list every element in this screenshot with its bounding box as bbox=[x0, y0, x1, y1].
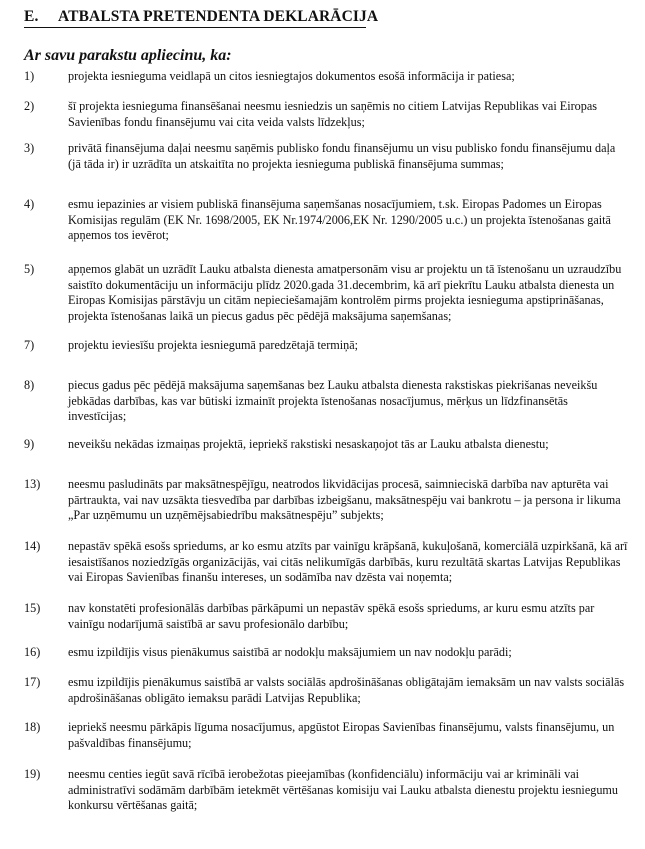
list-item bbox=[24, 197, 629, 244]
list-item bbox=[24, 262, 629, 324]
item-text: esmu izpildījis pienākumus saistībā ar valsts sociālās apdrošināšanas obligātajām iemaksām un nav valsts sociālās apdrošināšanas obligāto iemaksu parādi Latvijas Republika; bbox=[68, 675, 625, 705]
section-title: ATBALSTA PRETENDENTA DEKLARĀCIJA bbox=[58, 8, 379, 25]
declaration-intro: Ar savu parakstu apliecinu, ka: bbox=[24, 47, 232, 64]
item-number: 8) bbox=[24, 378, 35, 392]
list-item bbox=[24, 477, 629, 524]
item-text: privātā finansējuma daļai neesmu saņēmis publisko fondu finansējumu un visu publisko fondu finansējumu daļa (jā tāda ir) ir uzrādīta un atskaitīta no projekta iesnieguma publiskā finansējuma summas; bbox=[68, 141, 616, 171]
item-number: 17) bbox=[24, 675, 41, 689]
item-text: šī projekta iesnieguma finansēšanai neesmu iesniedzis un saņēmis no citiem Latvijas Republikas vai Eiropas Savienības fondu finansējumu vai cita veida valsts līdzekļus; bbox=[68, 99, 598, 129]
item-number: 2) bbox=[24, 99, 35, 113]
section-heading bbox=[24, 8, 379, 28]
item-number: 9) bbox=[24, 437, 35, 451]
item-text: projektu ieviesīšu projekta iesniegumā paredzētajā termiņā; bbox=[68, 338, 359, 352]
item-text: esmu izpildījis visus pienākumus saistībā ar nodokļu maksājumiem un nav nodokļu parādi; bbox=[68, 645, 512, 659]
list-item bbox=[24, 338, 629, 354]
item-number: 16) bbox=[24, 645, 41, 659]
item-text: nepastāv spēkā esošs spriedums, ar ko esmu atzīts par vainīgu krāpšanā, kukuļošanā, komerciālā uzpirkšanā, kā arī iesaistīšanos noziedzīgās organizācijās, vai citās nelikumīgās darbībās, kuru rezultātā skartas Latvijas Republikas vai Eiropas Savienības finanšu intereses, un sodāmība nav dzēsta vai noņemta; bbox=[68, 539, 628, 584]
list-item bbox=[24, 675, 629, 706]
list-item bbox=[24, 767, 629, 814]
item-text: neesmu centies iegūt savā rīcībā ierobežotas pieejamības (konfidenciālu) informāciju vai ar krimināli vai administratīvi sodāmām darbībām ietekmēt vērtēšanas komisiju vai Lauku atbalsta dienestu projektu iesniegumu konkursu vērtēšanas gaitā; bbox=[68, 767, 618, 812]
list-item bbox=[24, 539, 629, 586]
item-number: 19) bbox=[24, 767, 41, 781]
item-number: 7) bbox=[24, 338, 35, 352]
item-number: 1) bbox=[24, 69, 35, 83]
item-text: neveikšu nekādas izmaiņas projektā, iepriekš rakstiski nesaskaņojot tās ar Lauku atbalsta dienestu; bbox=[68, 437, 549, 451]
item-text: piecus gadus pēc pēdējā maksājuma saņemšanas bez Lauku atbalsta dienesta rakstiskas piekrišanas neveikšu jebkādas darbības, kas var būtiski izmainīt projekta īstenošanas nosacījumus, mērķus un līdzfinansētās investīcijas; bbox=[68, 378, 598, 423]
item-number: 13) bbox=[24, 477, 41, 491]
item-number: 14) bbox=[24, 539, 41, 553]
list-item bbox=[24, 720, 629, 751]
item-text: projekta iesnieguma veidlapā un citos iesniegtajos dokumentos esošā informācija ir patiesa; bbox=[68, 69, 515, 83]
item-number: 15) bbox=[24, 601, 41, 615]
item-text: apņemos glabāt un uzrādīt Lauku atbalsta dienesta amatpersonām visu ar projektu un tā īstenošanu un uzraudzību saistīto dokumentāciju un informāciju plīdz 2020.gada 31.decembrim, kā arī piekrītu Lauku atbalsta dienesta un Eiropas Komisijas pārstāvju un citām nepieciešamajām kontrolēm pirms projekta iesnieguma apstiprināšanas, projekta īstenošanas laikā un piecus gadus pēc pēdējā maksājuma saņemšanas; bbox=[68, 262, 622, 323]
list-item bbox=[24, 99, 629, 130]
list-item bbox=[24, 645, 629, 661]
section-letter: E. bbox=[24, 8, 39, 25]
item-text: esmu iepazinies ar visiem publiskā finansējuma saņemšanas nosacījumiem, t.sk. Eiropas Padomes un Eiropas Komisijas regulām (EK Nr. 1698/2005, EK Nr.1974/2006,EK Nr. 1290/2005 u.c.) un projekta īstenošanas gaitā apņemos tos ievērot; bbox=[68, 197, 611, 242]
item-text: iepriekš neesmu pārkāpis līguma nosacījumus, apgūstot Eiropas Savienības finansējumu, valsts finansējumu, un pašvaldības finansējumu; bbox=[68, 720, 615, 750]
item-number: 4) bbox=[24, 197, 35, 211]
item-text: nav konstatēti profesionālās darbības pārkāpumi un nepastāv spēkā esošs spriedums, ar kuru esmu atzīts par vainīgu nodarījumā saistībā ar savu profesionālo darbību; bbox=[68, 601, 595, 631]
item-text: neesmu pasludināts par maksātnespējīgu, neatrodos likvidācijas procesā, saimnieciskā darbība nav apturēta vai pārtraukta, vai nav uzsākta tiesvedība par darbības izbeigšanu, maksātnespēju vai bankrotu – ja persona ir likuma „Par uzņēmumu un uzņēmējsabiedrību maksātnespēju” subjekts; bbox=[68, 477, 621, 522]
item-number: 3) bbox=[24, 141, 35, 155]
list-item bbox=[24, 69, 629, 85]
list-item bbox=[24, 601, 629, 632]
list-item bbox=[24, 437, 629, 453]
list-item bbox=[24, 141, 629, 172]
item-number: 18) bbox=[24, 720, 41, 734]
list-item bbox=[24, 378, 629, 425]
item-number: 5) bbox=[24, 262, 35, 276]
